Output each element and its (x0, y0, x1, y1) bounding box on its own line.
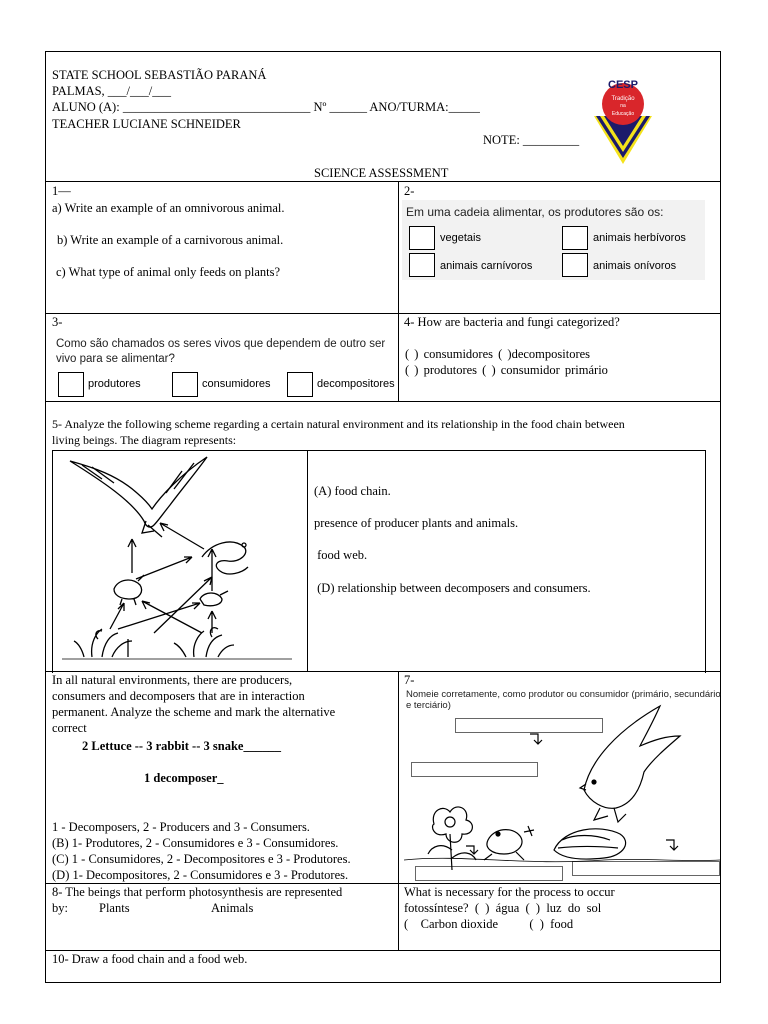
q6-scheme-line2: 1 decomposer_ (144, 771, 224, 785)
teacher-name: TEACHER LUCIANE SCHNEIDER (52, 117, 241, 131)
q2-option-label: animais carnívoros (440, 260, 533, 272)
q2-checkbox-onivoros[interactable] (562, 253, 588, 277)
q3-checkbox-consumidores[interactable] (172, 372, 198, 397)
insect-icon (524, 826, 534, 836)
eagle-icon (584, 706, 680, 808)
place-date: PALMAS, ___/___/___ (52, 84, 172, 98)
cesp-logo (590, 72, 656, 166)
q9-line1: What is necessary for the process to occur (404, 885, 615, 899)
student-line: ALUNO (A): ______________________________ Nº ______ ANO/TURMA:_____ (52, 100, 480, 114)
eagle-icon (70, 457, 207, 527)
frame-top (45, 51, 721, 52)
q2-number: 2- (404, 184, 415, 198)
q4-line1: ( ) consumidores ( )decompositores (405, 347, 591, 361)
frame-right (720, 51, 721, 983)
q6-line: consumers and decomposers that are in interaction (52, 689, 305, 703)
plant-icon (74, 629, 132, 657)
q10-text: 10- Draw a food chain and a food web. (52, 952, 248, 966)
q5-option-d: (D) relationship between decomposers and consumers. (314, 581, 591, 595)
q4-title: 4- How are bacteria and fungi categorized? (404, 315, 620, 329)
row-line (45, 401, 721, 402)
q6-line: permanent. Analyze the scheme and mark the alternative (52, 705, 336, 719)
flower-icon (433, 807, 473, 842)
q3-prompt-line1: Como são chamados os seres vivos que dependem de outro ser (56, 338, 386, 350)
snake-icon (202, 542, 248, 574)
col-line (398, 671, 399, 950)
q3-option-label: decompositores (317, 378, 395, 390)
q1-number: 1— (52, 184, 71, 198)
q7-prompt-line2: e terciário) (406, 700, 451, 711)
rabbit-icon (114, 575, 144, 605)
q5-option-a: (A) food chain. (314, 484, 391, 498)
q2-checkbox-vegetais[interactable] (409, 226, 435, 250)
q2-option-label: animais herbívoros (593, 232, 686, 244)
q3-number: 3- (52, 315, 63, 329)
q5-inner-divider (307, 450, 308, 672)
logo-text1: Tradição (611, 96, 635, 102)
q3-prompt-line2: vivo para se alimentar? (56, 353, 175, 365)
assessment-title: SCIENCE ASSESSMENT (314, 166, 449, 180)
q6-alt-d: (D) 1- Decompositores, 2 - Consumidores e 3 - Produtores. (52, 868, 349, 882)
mouse-icon (200, 591, 228, 606)
row-line (45, 181, 721, 182)
q7-number: 7- (404, 673, 415, 687)
q1-b: b) Write an example of a carnivorous animal. (57, 233, 284, 247)
q8-line1: 8- The beings that perform photosynthesis are represented (52, 885, 343, 899)
q9-line3: ( Carbon dioxide ( ) food (404, 917, 574, 931)
q8-option-plants: Plants (99, 901, 130, 915)
q7-prompt-line1: Nomeie corretamente, como produtor ou consumidor (primário, secundário (406, 689, 721, 700)
logo-acronym: CESP (608, 79, 638, 91)
frame-left (45, 51, 46, 983)
q6-line: In all natural environments, there are producers, (52, 673, 293, 687)
logo-text3: Educação (611, 111, 635, 117)
q7-illustration (404, 700, 720, 880)
q6-line: correct (52, 721, 87, 735)
q3-checkbox-decompositores[interactable] (287, 372, 313, 397)
note-field: NOTE: _________ (483, 133, 580, 147)
q5-intro-line1: 5- Analyze the following scheme regarding a certain natural environment and its relationship in the food chain between (52, 417, 625, 431)
q5-option-b: presence of producer plants and animals. (314, 516, 519, 530)
q3-option-label: produtores (88, 378, 141, 390)
q8-option-animals: Animals (211, 901, 254, 915)
frame-bottom (45, 982, 721, 983)
row-line (45, 883, 721, 884)
q8-by-label: by: (52, 901, 68, 915)
q4-line2: ( ) produtores ( ) consumidor primário (405, 363, 608, 377)
q2-option-label: animais onívoros (593, 260, 677, 272)
q9-line2: fotossíntese? ( ) água ( ) luz do sol (404, 901, 602, 915)
snake-icon (554, 829, 626, 859)
school-name: STATE SCHOOL SEBASTIÃO PARANÁ (52, 68, 267, 82)
q3-option-label: consumidores (202, 378, 271, 390)
q5-option-c: food web. (314, 548, 368, 562)
q5-intro-line2: living beings. The diagram represents: (52, 433, 237, 447)
q1-c: c) What type of animal only feeds on plants? (56, 265, 281, 279)
q3-checkbox-produtores[interactable] (58, 372, 84, 397)
q2-checkbox-herbivoros[interactable] (562, 226, 588, 250)
q6-scheme-line1: 2 Lettuce -- 3 rabbit -- 3 snake______ (82, 739, 281, 753)
food-web-illustration (62, 453, 292, 669)
row-line (45, 313, 721, 314)
q1-a: a) Write an example of an omnivorous animal. (52, 201, 285, 215)
row-line (45, 950, 721, 951)
frog-icon (484, 830, 524, 860)
q6-alt-c: (C) 1 - Consumidores, 2 - Decompositores e 3 - Produtores. (52, 852, 351, 866)
plant-icon (174, 628, 234, 657)
q2-option-label: vegetais (440, 232, 481, 244)
logo-text2: na (620, 103, 626, 109)
col-line (398, 181, 399, 401)
q6-alt-b: (B) 1- Produtores, 2 - Consumidores e 3 - Consumidores. (52, 836, 339, 850)
q2-checkbox-carnivoros[interactable] (409, 253, 435, 277)
q2-prompt: Em uma cadeia alimentar, os produtores são os: (406, 205, 664, 219)
q6-alt-a: 1 - Decomposers, 2 - Producers and 3 - Consumers. (52, 820, 310, 834)
